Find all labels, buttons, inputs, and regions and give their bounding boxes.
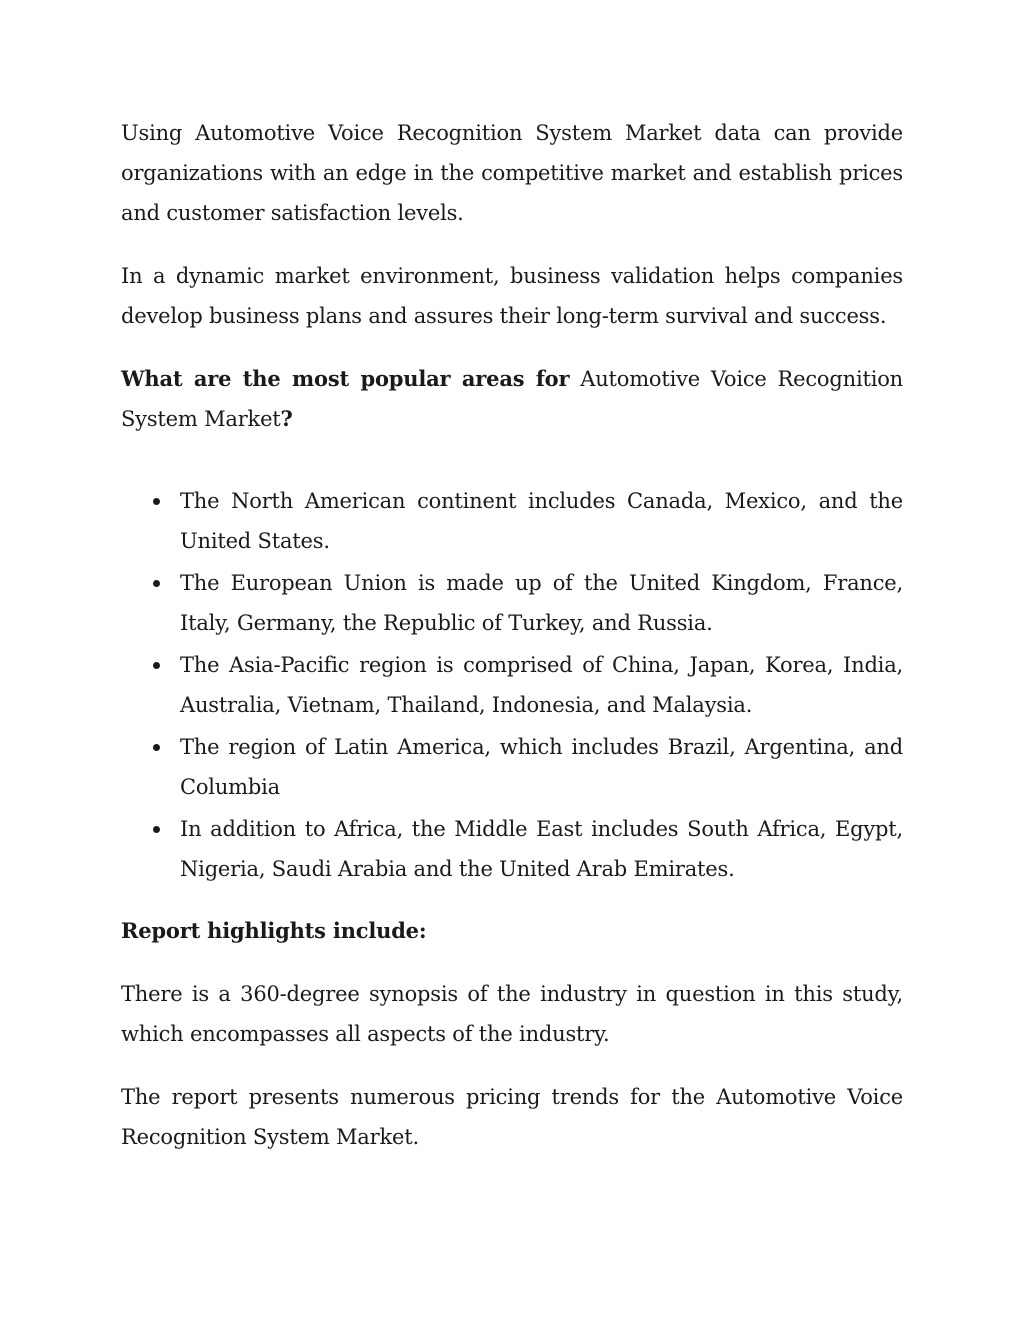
region-text: The region of Latin America, which includes Brazil, Argentina, and Columbia — [180, 735, 903, 799]
bullet-icon — [153, 662, 160, 669]
list-item — [121, 481, 903, 561]
popular-areas-heading-bold: What are the most popular areas for — [121, 366, 570, 391]
bullet-icon — [153, 744, 160, 751]
popular-areas-heading-market: Automotive Voice Recognition System Market — [121, 367, 903, 431]
intro-paragraph-2: In a dynamic market environment, business validation helps companies develop business plans and assures their long-term survival and success. — [121, 264, 903, 328]
list-item — [121, 809, 903, 889]
document-page — [121, 113, 903, 1180]
region-text: The North American continent includes Canada, Mexico, and the United States. — [180, 489, 903, 553]
region-text: The Asia-Pacific region is comprised of China, Japan, Korea, India, Australia, Vietnam, Thailand, Indonesia, and Malaysia. — [180, 653, 903, 717]
popular-areas-heading-question-mark: ? — [280, 406, 293, 431]
list-item — [121, 563, 903, 643]
region-text: In addition to Africa, the Middle East includes South Africa, Egypt, Nigeria, Saudi Arabia and the United Arab Emirates. — [180, 817, 903, 881]
bullet-icon — [153, 498, 160, 505]
popular-areas-heading — [121, 359, 903, 439]
bullet-icon — [153, 580, 160, 587]
bullet-icon — [153, 826, 160, 833]
list-item — [121, 645, 903, 725]
intro-paragraph-1: Using Automotive Voice Recognition System Market data can provide organizations with an edge in the competitive market and establish prices and customer satisfaction levels. — [121, 121, 903, 225]
list-item — [121, 727, 903, 807]
report-highlights-heading: Report highlights include: — [121, 918, 427, 943]
region-text: The European Union is made up of the United Kingdom, France, Italy, Germany, the Republic of Turkey, and Russia. — [180, 571, 903, 635]
regions-list — [121, 481, 903, 889]
report-paragraph-2: The report presents numerous pricing trends for the Automotive Voice Recognition System Market. — [121, 1085, 903, 1149]
report-paragraph-1: There is a 360-degree synopsis of the industry in question in this study, which encompasses all aspects of the industry. — [121, 982, 903, 1046]
